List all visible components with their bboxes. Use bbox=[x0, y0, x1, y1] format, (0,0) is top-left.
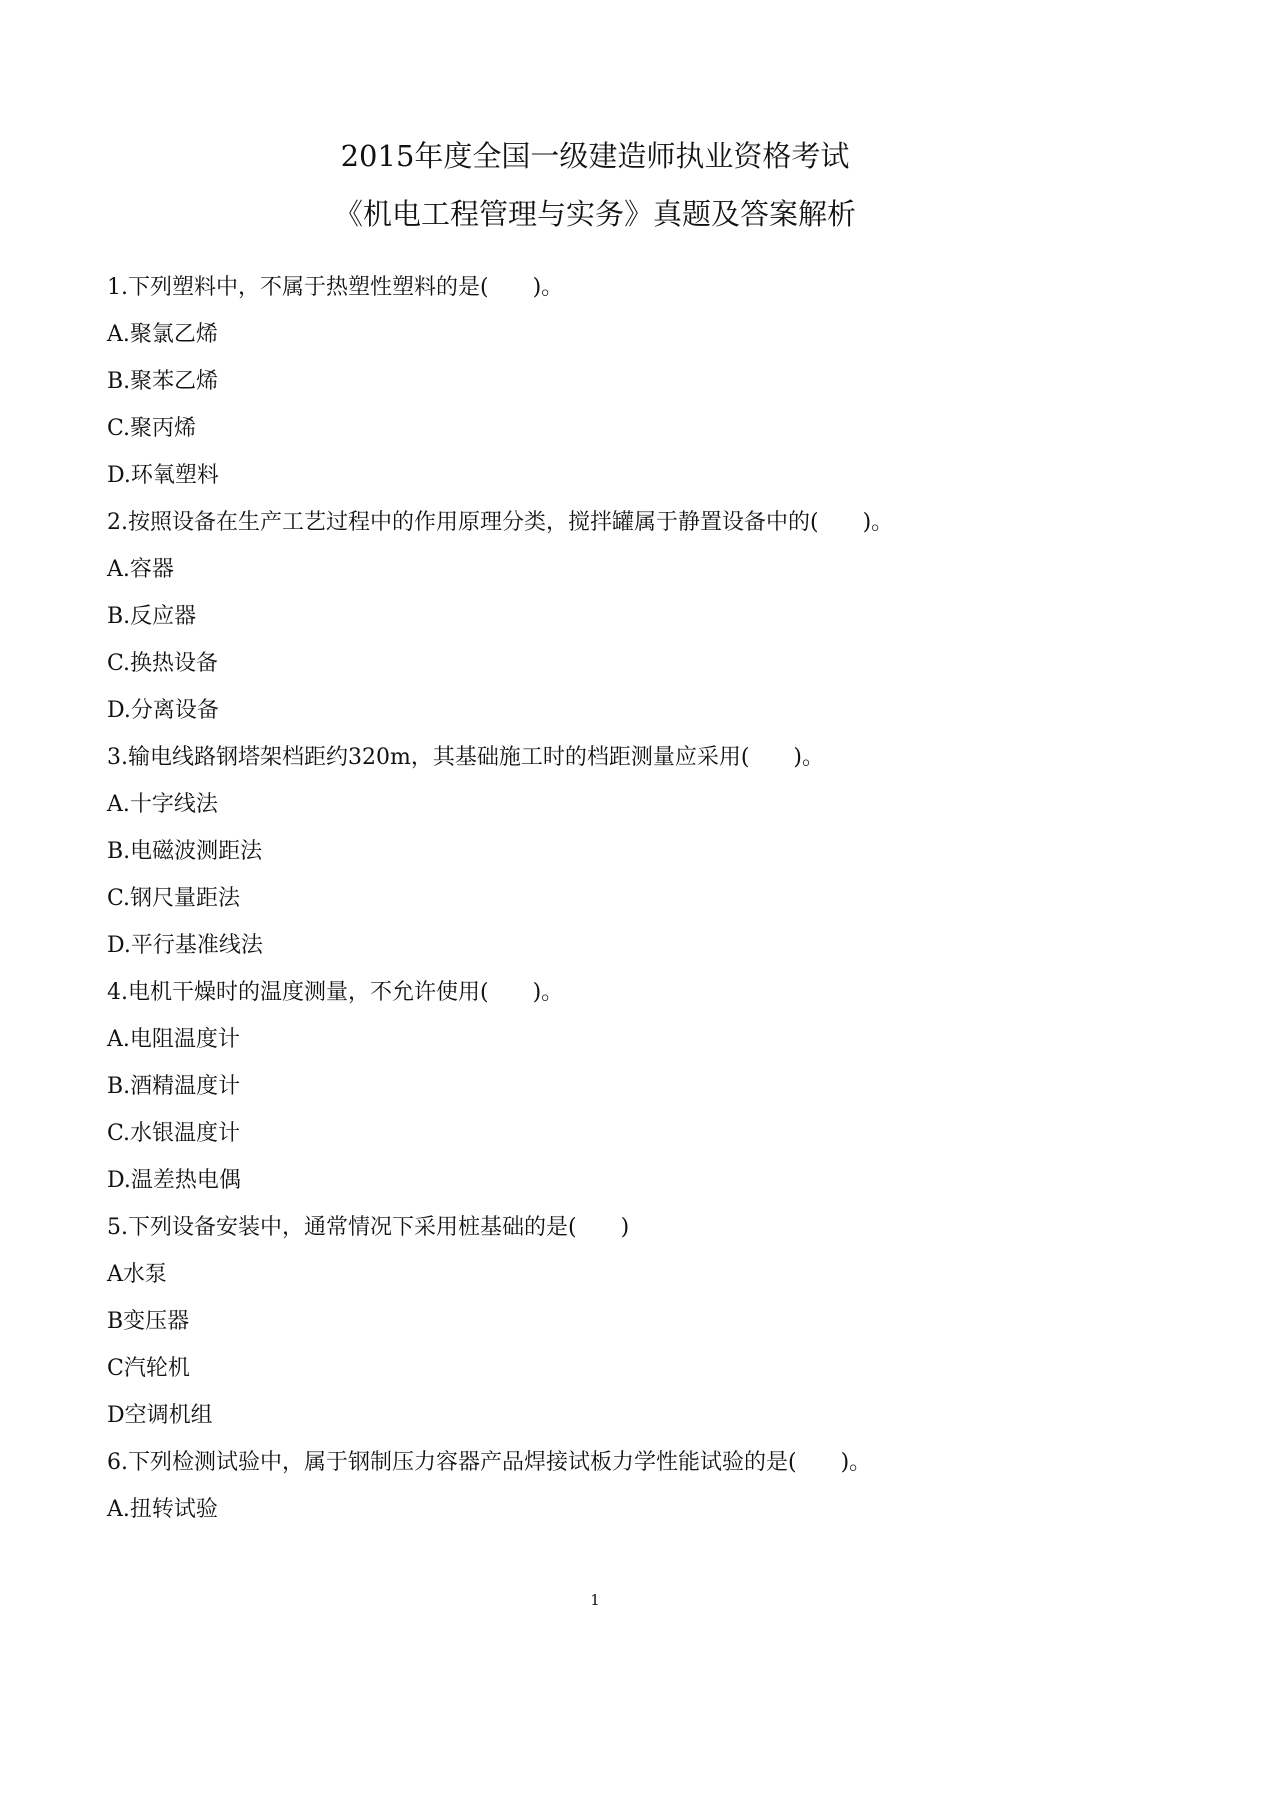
question-option: B变压器 bbox=[107, 1309, 190, 1334]
question-option: D.平行基准线法 bbox=[107, 933, 263, 958]
question-list bbox=[107, 264, 1187, 1533]
document-title: 2015年度全国一级建造师执业资格考试 bbox=[340, 139, 850, 173]
question-stem: 1.下列塑料中，不属于热塑性塑料的是( )。 bbox=[107, 275, 564, 300]
question-option: D.温差热电偶 bbox=[107, 1168, 241, 1193]
question-option: C.水银温度计 bbox=[107, 1121, 241, 1146]
question-option: D空调机组 bbox=[107, 1403, 213, 1428]
question-option: B.酒精温度计 bbox=[107, 1074, 241, 1099]
question-option: A.电阻温度计 bbox=[107, 1027, 240, 1052]
question-stem: 3.输电线路钢塔架档距约320m，其基础施工时的档距测量应采用( )。 bbox=[107, 745, 825, 770]
question-option: D.分离设备 bbox=[107, 698, 219, 723]
question-option: B.聚苯乙烯 bbox=[107, 369, 219, 394]
question-option: C汽轮机 bbox=[107, 1356, 190, 1381]
question-stem: 6.下列检测试验中，属于钢制压力容器产品焊接试板力学性能试验的是( )。 bbox=[107, 1450, 872, 1475]
question-option: B.反应器 bbox=[107, 604, 197, 629]
question-option: C.换热设备 bbox=[107, 651, 219, 676]
question-stem: 2.按照设备在生产工艺过程中的作用原理分类，搅拌罐属于静置设备中的( )。 bbox=[107, 510, 894, 535]
question-option: C.聚丙烯 bbox=[107, 416, 197, 441]
question-option: A.扭转试验 bbox=[107, 1497, 218, 1522]
question-stem: 4.电机干燥时的温度测量，不允许使用( )。 bbox=[107, 980, 564, 1005]
question-option: A水泵 bbox=[107, 1262, 167, 1287]
document-subtitle: 《机电工程管理与实务》真题及答案解析 bbox=[333, 197, 856, 231]
question-option: D.环氧塑料 bbox=[107, 463, 219, 488]
question-option: C.钢尺量距法 bbox=[107, 886, 241, 911]
question-option: A.容器 bbox=[107, 557, 174, 582]
page-number: 1 bbox=[590, 1591, 600, 1609]
question-option: A.聚氯乙烯 bbox=[107, 322, 218, 347]
question-option: B.电磁波测距法 bbox=[107, 839, 263, 864]
question-option: A.十字线法 bbox=[107, 792, 218, 817]
question-stem: 5.下列设备安装中，通常情况下采用桩基础的是( ) bbox=[107, 1215, 630, 1240]
